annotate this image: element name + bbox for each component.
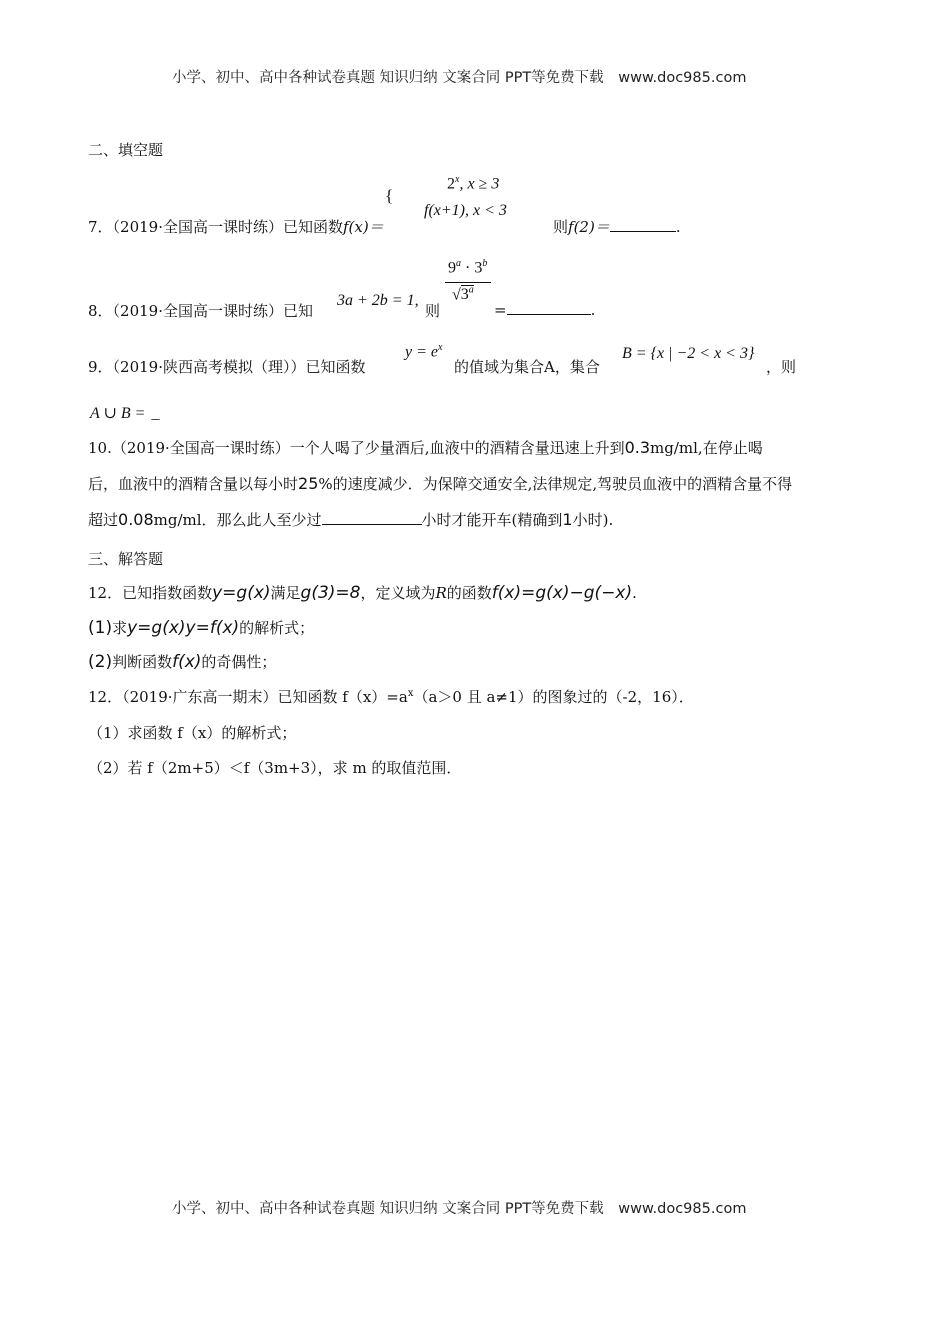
- q7-prefix-text: 7．（2019·全国高一课时练）已知函数: [88, 218, 343, 236]
- q12a-eq2: g(3)=8: [300, 583, 361, 603]
- q12a-line1: [88, 582, 637, 603]
- q8-den-base: 3: [460, 286, 469, 304]
- q9-func-exp: x: [438, 342, 443, 353]
- q10-line2: [88, 473, 792, 494]
- footer-text: 小学、初中、高中各种试卷真题 知识归纳 文案合同 PPT等免费下载: [172, 1201, 604, 1217]
- q7-fx: f(x)＝: [343, 218, 384, 236]
- q12a-prefix: 12．已知指数函数: [88, 584, 213, 602]
- q9-union: A ∪ B =: [90, 405, 146, 422]
- q12a-p1-b: 的解析式；: [239, 619, 315, 637]
- q7-f2: f(2)＝: [568, 218, 610, 236]
- q12a-p2-eq: f(x): [172, 652, 202, 672]
- q8-eq: [494, 300, 595, 319]
- q12a-p1-num: (1): [88, 618, 113, 638]
- footer-url: www.doc985.com: [618, 1201, 747, 1217]
- q8-num-exp2: b: [482, 258, 488, 269]
- q8-prefix: 8．（2019·全国高一课时练）已知: [88, 302, 313, 320]
- q9-end: ，则: [766, 358, 797, 376]
- q7-then: 则: [553, 218, 569, 236]
- q7-brace: {: [385, 186, 394, 205]
- q8-num-base2: 3: [474, 259, 483, 277]
- q8-end: .: [590, 301, 596, 319]
- q10-l2a: 后，血液中的酒精含量以每小时: [88, 475, 299, 493]
- q9-func: [405, 342, 442, 361]
- q7-prefix: [88, 216, 384, 237]
- q10-answer-blank[interactable]: [322, 510, 422, 525]
- q10-l3d: 小时才能开车(精确到: [421, 511, 563, 529]
- q12a-p1-eq: y=g(x)y=f(x): [127, 618, 240, 638]
- q10-line1: [88, 437, 763, 458]
- q12a-mid2: ，定义域为: [360, 584, 436, 602]
- q8-condition: 3a + 2b = 1,: [337, 292, 419, 309]
- q8-numerator: [448, 258, 487, 277]
- q12b-line1a: 12．（2019·广东高一期末）已知函数 f（x）=a: [88, 688, 408, 706]
- q12a-R: R: [435, 584, 447, 602]
- q9-line2: [90, 403, 159, 423]
- q8-num-base1: 9: [448, 259, 456, 277]
- q9-setB: B = {x | −2 < x < 3}: [622, 345, 755, 362]
- q7-suffix: [553, 216, 681, 237]
- q8-then: 则: [425, 302, 441, 320]
- q10-l3e: 1: [562, 510, 573, 529]
- q7-case1-exp: x: [455, 174, 460, 185]
- q9-mid: 的值域为集合A，集合: [454, 358, 600, 376]
- q7-case1-base: 2: [447, 175, 455, 193]
- q10-l3c: mg/ml．那么此人至少过: [153, 511, 322, 529]
- q8-num-exp1: a: [456, 258, 461, 269]
- q9-answer-blank[interactable]: _: [151, 405, 160, 422]
- q10-l2c: %的速度减少．为保障交通安全,法律规定,驾驶员血液中的酒精含量不得: [318, 475, 793, 493]
- section-title-fill-blank: 二、填空题: [88, 141, 164, 159]
- q10-l1c: mg/ml,在停止喝: [650, 439, 763, 457]
- q7-answer-blank[interactable]: [610, 217, 676, 232]
- q12a-p2-a: 判断函数: [112, 653, 173, 671]
- q10-line3: [88, 509, 613, 530]
- q12a-end: .: [632, 584, 637, 602]
- q12a-part1: [88, 617, 314, 638]
- q12a-p2-num: (2): [88, 652, 113, 672]
- page-footer: [172, 1197, 746, 1218]
- q12a-p1-a: 求: [112, 619, 128, 637]
- q12b-line1b: （a＞0 且 a≠1）的图象过的（-2，16）．: [413, 688, 694, 706]
- q9-func-text: y = e: [405, 343, 438, 361]
- header-text: 小学、初中、高中各种试卷真题 知识归纳 文案合同 PPT等免费下载: [172, 70, 604, 86]
- page-header: [172, 66, 746, 87]
- q8-denominator: [452, 285, 474, 304]
- q8-den-exp: a: [468, 285, 474, 296]
- q12b-exp: x: [407, 688, 414, 699]
- q10-l2b: 25: [298, 474, 319, 493]
- q10-l3a: 超过: [88, 511, 119, 529]
- q8-num-dot: ·: [461, 259, 475, 277]
- q12a-eq1: y=g(x): [212, 583, 271, 603]
- q12a-mid1: 满足: [270, 584, 301, 602]
- q12a-part2: [88, 651, 276, 672]
- q12a-p2-b: 的奇偶性；: [201, 653, 277, 671]
- section-title-answer: 三、解答题: [88, 550, 164, 568]
- q10-l1a: 10.（2019·全国高一课时练）一个人喝了少量酒后,血液中的酒精含量迅速上升到: [88, 439, 625, 457]
- q10-l3b: 0.08: [118, 510, 154, 529]
- header-url: www.doc985.com: [618, 70, 747, 86]
- q10-l1b: 0.3: [624, 438, 651, 457]
- q9-prefix: 9．（2019·陕西高考模拟（理））已知函数: [88, 358, 366, 376]
- q12b-part2: （2）若 f（2m+5）＜f（3m+3），求 m 的取值范围．: [88, 759, 462, 777]
- q10-l3f: 小时).: [572, 511, 614, 529]
- q7-case2: f(x+1), x < 3: [424, 202, 507, 219]
- q8-fraction-bar: [445, 282, 491, 283]
- q8-equals: =: [494, 301, 507, 319]
- q12b-part1: （1）求函数 f（x）的解析式；: [88, 724, 297, 742]
- q8-answer-blank[interactable]: [507, 300, 591, 315]
- q7-case1-cond: , x ≥ 3: [459, 175, 500, 193]
- q12a-mid3: 的函数: [446, 584, 492, 602]
- q12a-eq3: f(x)=g(x)−g(−x): [491, 583, 633, 603]
- q12b-line1: [88, 686, 694, 707]
- q7-case1: [447, 174, 499, 193]
- q8-sqrt-icon: √: [452, 286, 461, 304]
- q7-end: .: [675, 218, 681, 236]
